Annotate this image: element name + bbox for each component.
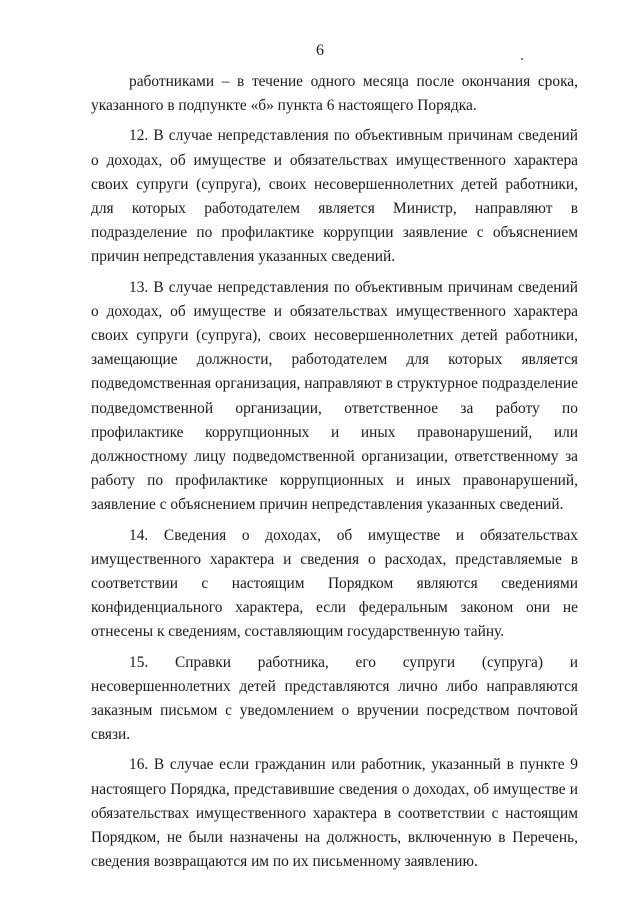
paragraph-14: 14. Сведения о доходах, об имуществе и обязательствах имущественного характера и сведения о расходах, представляемые в соответствии с настоящим Порядком являются сведениями конфиденциального характера, если федеральным законом они не отнесены к сведениям, составляющим государственную тайну. <box>91 526 578 641</box>
page-number: 6 <box>316 42 324 59</box>
paragraph-12: 12. В случае непредставления по объективным причинам сведений о доходах, об имуществе и обязательствах имущественного характера своих супруги (супруга), своих несовершеннолетних детей работники, для которых работодателем является Министр, направляют в подразделение по профилактике коррупции заявление с объяснением причин непредставления указанных сведений. <box>91 127 578 266</box>
document-body <box>91 70 578 881</box>
paragraph-continuation: работниками – в течение одного месяца после окончания срока, указанного в подпункте «б» пункта 6 настоящего Порядка. <box>91 73 578 115</box>
scan-speck <box>521 58 523 60</box>
paragraph-16: 16. В случае если гражданин или работник, указанный в пункте 9 настоящего Порядка, представившие сведения о доходах, об имуществе и обязательствах имущественного характера в соответствии с настоящим Порядком, не были назначены на должность, включенную в Перечень, сведения возвращаются им по их письменному заявлению. <box>91 756 578 871</box>
paragraph-13: 13. В случае непредставления по объективным причинам сведений о доходах, об имуществе и обязательствах имущественного характера своих супруги (супруга), своих несовершеннолетних детей работники, замещающие должности, работодателем для которых является подведомственная организация, направляют в структурное подразделение подведомственной организации, ответственное за работу по профилактике коррупционных и иных правонарушений, или должностному лицу подведомственной организации, ответственному за работу по профилактике коррупционных и иных правонарушений, заявление с объяснением причин непредставления указанных сведений. <box>91 278 578 514</box>
paragraph-15: 15. Справки работника, его супруги (супруга) и несовершеннолетних детей представляются лично либо направляются заказным письмом с уведомлением о вручении посредством почтовой связи. <box>91 653 578 744</box>
